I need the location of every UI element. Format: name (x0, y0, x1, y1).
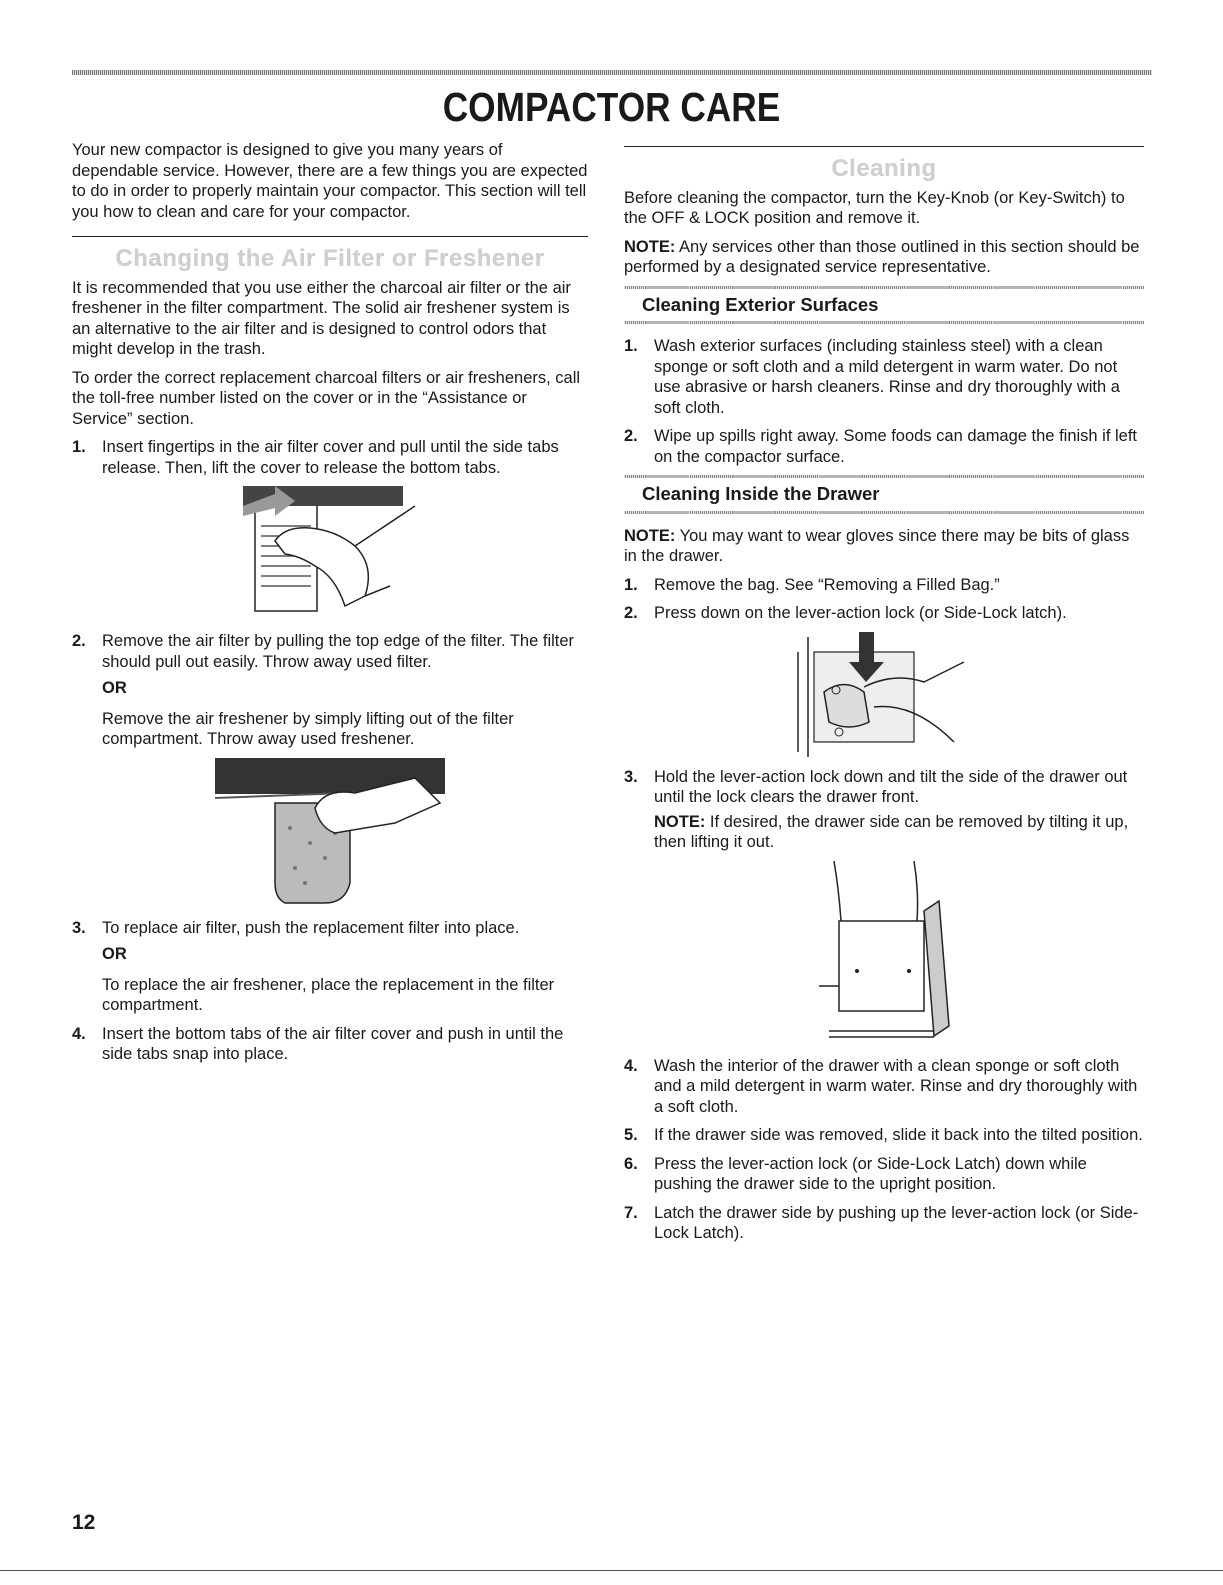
air-filter-heading: Changing the Air Filter or Freshener (115, 245, 545, 272)
left-column (72, 140, 588, 1073)
list-item (624, 575, 1144, 596)
step-text: Insert the bottom tabs of the air filter cover and push in until the side tabs snap into place. (102, 1024, 564, 1063)
note-label: NOTE: (654, 812, 706, 831)
list-item (624, 336, 1144, 418)
step-number: 2. (72, 632, 86, 650)
list-item (72, 1024, 588, 1065)
step-alt-text: To replace the air freshener, place the replacement in the filter compartment. (102, 975, 555, 1014)
step-number: 4. (72, 1024, 86, 1043)
list-item (624, 767, 1144, 853)
air-filter-steps (72, 437, 588, 478)
note-label: NOTE: (624, 237, 676, 256)
list-item (72, 437, 588, 478)
order-paragraph: To order the correct replacement charcoal filters or air fresheners, call the toll-free number listed on the cover or in the “Assistance or Service” section. (72, 368, 581, 428)
section-divider (624, 146, 1144, 147)
step-text: Insert fingertips in the air filter cover and pull until the side tabs release. Then, lift the cover to release the bottom tabs. (102, 438, 559, 477)
list-item (624, 1203, 1144, 1244)
list-item (624, 1125, 1144, 1146)
list-item (72, 918, 588, 1016)
step-text: To replace air filter, push the replacement filter into place. (102, 918, 520, 937)
list-item (624, 603, 1144, 624)
step-text: Press down on the lever-action lock (or Side-Lock latch). (654, 604, 1067, 622)
list-item (72, 631, 588, 750)
step-number: 1. (624, 575, 638, 594)
step-number: 1. (624, 337, 638, 355)
step-alt-text: Remove the air freshener by simply lifting out of the filter compartment. Throw away used freshener. (102, 709, 514, 748)
step-number: 3. (72, 918, 86, 937)
inside-note (624, 526, 1144, 567)
step-text: Latch the drawer side by pushing up the lever-action lock (or Side-Lock Latch). (654, 1203, 1139, 1242)
step-text: Wash exterior surfaces (including stainless steel) with a clean sponge or soft cloth and a mild detergent in warm water. Do not use abrasive or harsh cleaners. Rinse and dry thoroughly with a soft cloth. (654, 337, 1120, 417)
step-number: 7. (624, 1203, 638, 1222)
top-border (72, 70, 1152, 75)
exterior-heading: Cleaning Exterior Surfaces (642, 293, 879, 315)
list-item (624, 1056, 1144, 1118)
step-text: Remove the air filter by pulling the top edge of the filter. The filter should pull out easily. Throw away used filter. (102, 632, 575, 671)
list-item (624, 426, 1144, 467)
step-text: If the drawer side was removed, slide it back into the tilted position. (654, 1126, 1143, 1144)
note-text: If desired, the drawer side can be removed by tilting it up, then lifting it out. (654, 812, 1129, 851)
right-column (624, 140, 1144, 1252)
step-number: 6. (624, 1154, 638, 1173)
drawer-tilt-illustration (809, 861, 959, 1046)
note-label: NOTE: (624, 526, 676, 545)
step-number: 4. (624, 1056, 638, 1075)
page-title: COMPACTOR CARE (442, 84, 781, 130)
section-divider (72, 236, 588, 237)
step-text: Wash the interior of the drawer with a clean sponge or soft cloth and a mild detergent in warm water. Rinse and dry thoroughly with a soft cloth. (654, 1056, 1138, 1116)
step-number: 5. (624, 1126, 638, 1144)
step-text: Remove the bag. See “Removing a Filled Bag.” (654, 575, 1000, 594)
inside-steps-cont (624, 767, 1144, 853)
inside-heading: Cleaning Inside the Drawer (642, 483, 880, 504)
air-filter-steps-cont (72, 631, 588, 750)
or-label: OR (102, 945, 127, 963)
step-number: 2. (624, 427, 638, 445)
step-number: 3. (624, 767, 638, 786)
step-number: 1. (72, 438, 86, 456)
cleaning-heading: Cleaning (831, 155, 937, 182)
cleaning-paragraph: Before cleaning the compactor, turn the Key-Knob (or Key-Switch) to the OFF & LOCK position and remove it. (624, 188, 1125, 227)
or-label: OR (102, 679, 127, 697)
step-note (654, 812, 1144, 853)
note-paragraph (624, 237, 1144, 278)
filter-cover-illustration (215, 486, 445, 621)
step-number: 2. (624, 604, 638, 622)
step-text: Press the lever-action lock (or Side-Lock Latch) down while pushing the drawer side to the upright position. (654, 1154, 1087, 1193)
inside-steps (624, 575, 1144, 624)
bottom-border (0, 1570, 1223, 1571)
page-number: 12 (72, 1511, 96, 1534)
air-filter-paragraph: It is recommended that you use either the charcoal air filter or the air freshener in the filter compartment. The solid air freshener system is an alternative to the air filter and is designed to control odors that might develop in the trash. (72, 278, 571, 358)
note-text: Any services other than those outlined in this section should be performed by a designated service representative. (624, 237, 1140, 276)
step-text: Hold the lever-action lock down and tilt the side of the drawer out until the lock clears the drawer front. (654, 767, 1128, 806)
note-text: You may want to wear gloves since there may be bits of glass in the drawer. (624, 526, 1130, 565)
exterior-steps (624, 336, 1144, 467)
step-text: Wipe up spills right away. Some foods can damage the finish if left on the compactor surface. (654, 427, 1138, 466)
air-filter-steps-end (72, 918, 588, 1065)
filter-removal-illustration (215, 758, 445, 908)
list-item (624, 1154, 1144, 1195)
inside-steps-end (624, 1056, 1144, 1244)
intro-paragraph: Your new compactor is designed to give you many years of dependable service. However, there are a few things you are expected to do in order to properly maintain your compactor. This section will tell you how to clean and care for your compactor. (72, 141, 588, 221)
lever-lock-illustration (794, 632, 974, 757)
